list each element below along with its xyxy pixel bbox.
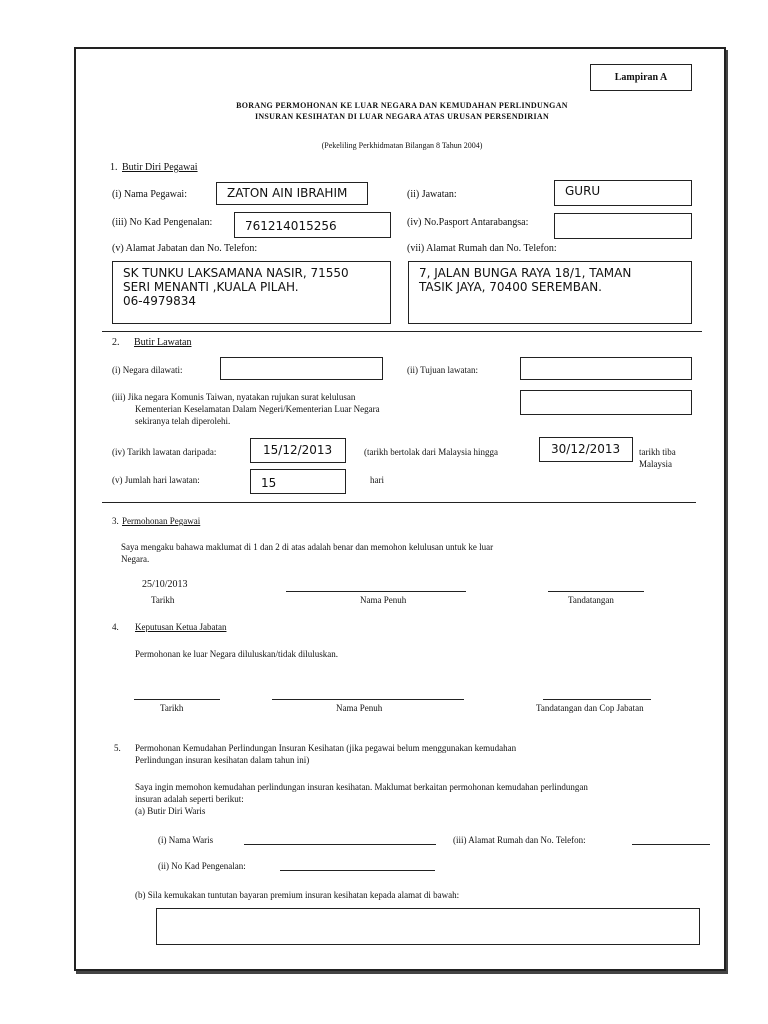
alamat-rumah-line: 7, JALAN BUNGA RAYA 18/1, TAMAN (419, 266, 632, 280)
tujuan-label: (ii) Tujuan lawatan: (407, 365, 478, 375)
tarikh-hingga-field[interactable]: 30/12/2013 (539, 437, 633, 462)
tarikh-line[interactable] (134, 699, 220, 700)
section4-number: 4. (112, 622, 119, 632)
alamat-waris-line[interactable] (632, 844, 710, 845)
nama-waris-line[interactable] (244, 844, 436, 845)
nama-penuh-label: Nama Penuh (336, 703, 383, 713)
rujukan-surat-field[interactable] (520, 390, 692, 415)
tarikh-dari-field[interactable]: 15/12/2013 (250, 438, 346, 463)
tarikh-permohonan-value: 25/10/2013 (142, 579, 188, 590)
jumlah-hari-field[interactable]: 15 (250, 469, 346, 494)
form-title-line1: BORANG PERMOHONAN KE LUAR NEGARA DAN KEMUDAHAN PERLINDUNGAN (236, 101, 568, 110)
tandatangan-cop-label: Tandatangan dan Cop Jabatan (536, 703, 644, 713)
section-divider (102, 331, 702, 332)
form-subtitle: (Pekeliling Perkhidmatan Bilangan 8 Tahun 2004) (321, 141, 483, 150)
keputusan-text: Permohonan ke luar Negara diluluskan/tidak diluluskan. (135, 649, 338, 659)
komunis-line3: sekiranya telah diperolehi. (135, 416, 231, 426)
nama-penuh-line[interactable] (272, 699, 464, 700)
alamat-rumah-field[interactable] (408, 261, 692, 324)
permohonan-text: Saya mengaku bahawa maklumat di 1 dan 2 di atas adalah benar dan memohon kelulusan untuk ke luar (121, 542, 494, 552)
nama-penuh-line[interactable] (286, 591, 466, 592)
tarikh-bertolak-text: (tarikh bertolak dari Malaysia hingga (364, 447, 498, 457)
section5-heading-2: Perlindungan insuran kesihatan dalam tahun ini) (135, 755, 310, 765)
nama-pegawai-label: (i) Nama Pegawai: (112, 189, 187, 200)
insuran-text: Saya ingin memohon kemudahan perlindungan insuran kesihatan. Maklumat berkaitan permohonan kemudahan perlindungan (135, 782, 588, 792)
butir-diri-waris-label: (a) Butir Diri Waris (135, 806, 206, 816)
tuntutan-label: (b) Sila kemukakan tuntutan bayaran premium insuran kesihatan kepada alamat di bawah: (135, 890, 460, 900)
alamat-jabatan-field[interactable] (112, 261, 391, 324)
pasport-field[interactable] (554, 213, 692, 239)
nama-penuh-label: Nama Penuh (360, 595, 407, 605)
tandatangan-cop-line[interactable] (543, 699, 651, 700)
section1-heading: Butir Diri Pegawai (122, 162, 198, 173)
alamat-jabatan-line: SERI MENANTI ,KUALA PILAH. (123, 280, 299, 294)
jawatan-field[interactable]: GURU (554, 180, 692, 206)
section4-heading: Keputusan Ketua Jabatan (135, 622, 227, 632)
alamat-waris-label: (iii) Alamat Rumah dan No. Telefon: (453, 835, 586, 845)
form-page (74, 47, 726, 971)
tandatangan-line[interactable] (548, 591, 644, 592)
alamat-jabatan-line: SK TUNKU LAKSAMANA NASIR, 71550 (123, 266, 349, 280)
tarikh-tiba-text-2: Malaysia (639, 459, 672, 469)
section2-heading: Butir Lawatan (134, 337, 192, 348)
alamat-tuntutan-field[interactable] (156, 908, 700, 945)
section3-heading: Permohonan Pegawai (122, 516, 201, 526)
kad-pengenalan-label: (iii) No Kad Pengenalan: (112, 217, 213, 228)
kp-waris-label: (ii) No Kad Pengenalan: (158, 861, 246, 871)
section-divider (102, 502, 696, 503)
tarikh-label: Tarikh (160, 703, 184, 713)
alamat-jabatan-label: (v) Alamat Jabatan dan No. Telefon: (112, 243, 258, 254)
insuran-text-2: insuran adalah seperti berikut: (135, 794, 244, 804)
kad-pengenalan-field[interactable]: 761214015256 (234, 212, 391, 238)
lampiran-label: Lampiran A (590, 64, 692, 91)
jawatan-label: (ii) Jawatan: (407, 189, 457, 200)
hari-text: hari (370, 475, 384, 485)
section2-number: 2. (112, 337, 120, 348)
section3-number: 3. (112, 516, 119, 526)
section5-heading: Permohonan Kemudahan Perlindungan Insuran Kesihatan (jika pegawai belum menggunakan kemudahan (135, 743, 517, 753)
permohonan-text-2: Negara. (121, 554, 150, 564)
pasport-label: (iv) No.Pasport Antarabangsa: (407, 217, 529, 228)
alamat-rumah-line: TASIK JAYA, 70400 SEREMBAN. (419, 280, 602, 294)
kp-waris-line[interactable] (280, 870, 435, 871)
tarikh-lawatan-label: (iv) Tarikh lawatan daripada: (112, 447, 217, 457)
komunis-line1: (iii) Jika negara Komunis Taiwan, nyatakan rujukan surat kelulusan (112, 392, 356, 402)
tujuan-field[interactable] (520, 357, 692, 380)
alamat-rumah-label: (vii) Alamat Rumah dan No. Telefon: (407, 243, 557, 254)
negara-field[interactable] (220, 357, 383, 380)
komunis-line2: Kementerian Keselamatan Dalam Negeri/Kementerian Luar Negara (135, 404, 380, 414)
nama-pegawai-field[interactable]: ZATON AIN IBRAHIM (216, 182, 368, 205)
section5-number: 5. (114, 743, 121, 753)
tarikh-tiba-text: tarikh tiba (639, 447, 676, 457)
nama-waris-label: (i) Nama Waris (158, 835, 214, 845)
negara-label: (i) Negara dilawati: (112, 365, 183, 375)
tarikh-label: Tarikh (151, 595, 175, 605)
jumlah-hari-label: (v) Jumlah hari lawatan: (112, 475, 200, 485)
section1-number: 1. (110, 162, 118, 173)
alamat-jabatan-line: 06-4979834 (123, 294, 197, 308)
form-title-line2: INSURAN KESIHATAN DI LUAR NEGARA ATAS URUSAN PERSENDIRIAN (254, 112, 550, 121)
tandatangan-label: Tandatangan (568, 595, 614, 605)
